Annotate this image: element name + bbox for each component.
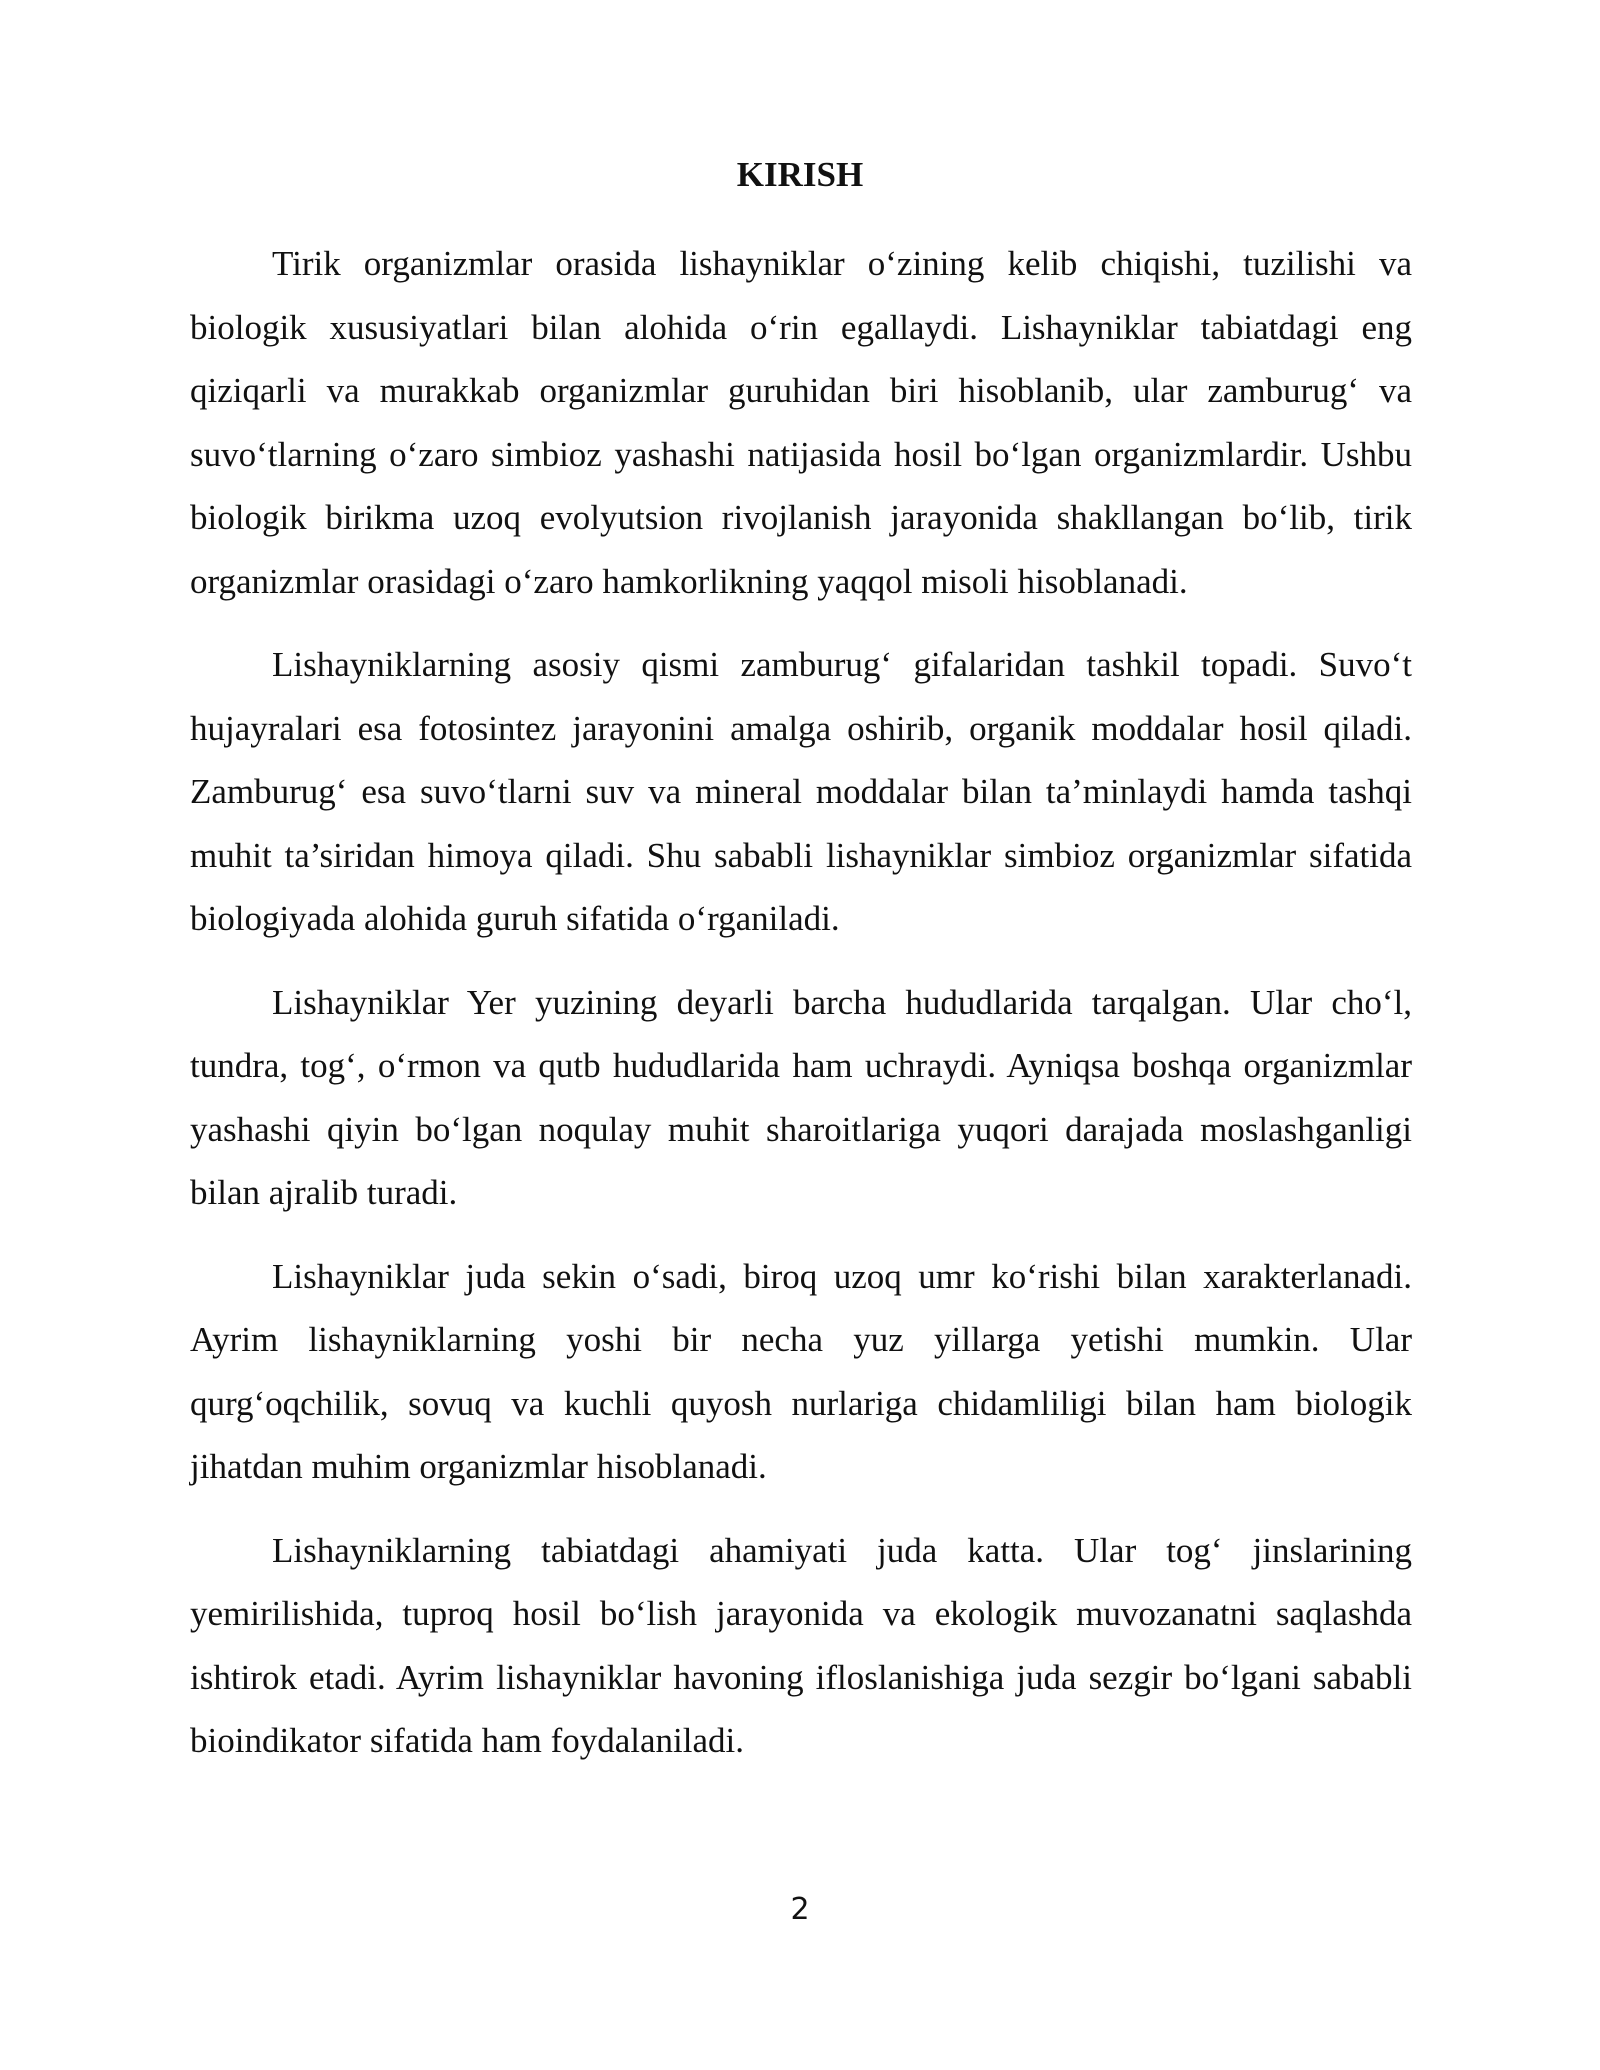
paragraph-5: Lishayniklarning tabiatdagi ahamiyati juda katta. Ular tog‘ jinslarining yemirilishida, tuproq hosil bo‘lish jarayonida va ekologik muvozanatni saqlashda ishtirok etadi. Ayrim lishayniklar havoning ifloslanishiga juda sezgir bo‘lgani sababli bioindikator sifatida ham foydalaniladi. — [190, 1530, 1412, 1760]
body-text — [190, 232, 1412, 1793]
page-number: 2 — [790, 1892, 810, 1927]
paragraph-3: Lishayniklar Yer yuzining deyarli barcha hududlarida tarqalgan. Ular cho‘l, tundra, tog‘, o‘rmon va qutb hududlarida ham uchraydi. Ayniqsa boshqa organizmlar yashashi qiyin bo‘lgan noqulay muhit sharoitlariga yuqori darajada moslashganligi bilan ajralib turadi. — [190, 982, 1412, 1212]
paragraph-2: Lishayniklarning asosiy qismi zamburug‘ gifalaridan tashkil topadi. Suvo‘t hujayralari esa fotosintez jarayonini amalga oshirib, organik moddalar hosil qiladi. Zamburug‘ esa suvo‘tlarni suv va mineral moddalar bilan ta’minlaydi hamda tashqi muhit ta’siridan himoya qiladi. Shu sababli lishayniklar simbioz organizmlar sifatida biologiyada alohida guruh sifatida o‘rganiladi. — [190, 645, 1412, 938]
page-title: KIRISH — [736, 155, 864, 194]
paragraph-4: Lishayniklar juda sekin o‘sadi, biroq uzoq umr ko‘rishi bilan xarakterlanadi. Ayrim lishayniklarning yoshi bir necha yuz yillarga yetishi mumkin. Ular qurg‘oqchilik, sovuq va kuchli quyosh nurlariga chidamliligi bilan ham biologik jihatdan muhim organizmlar hisoblanadi. — [190, 1256, 1412, 1486]
paragraph-1: Tirik organizmlar orasida lishayniklar o‘zining kelib chiqishi, tuzilishi va biologik xususiyatlari bilan alohida o‘rin egallaydi. Lishayniklar tabiatdagi eng qiziqarli va murakkab organizmlar guruhidan biri hisoblanib, ular zamburug‘ va suvo‘tlarning o‘zaro simbioz yashashi natijasida hosil bo‘lgan organizmlardir. Ushbu biologik birikma uzoq evolyutsion rivojlanish jarayonida shakllangan bo‘lib, tirik organizmlar orasidagi o‘zaro hamkorlikning yaqqol misoli hisoblanadi. — [190, 244, 1412, 601]
